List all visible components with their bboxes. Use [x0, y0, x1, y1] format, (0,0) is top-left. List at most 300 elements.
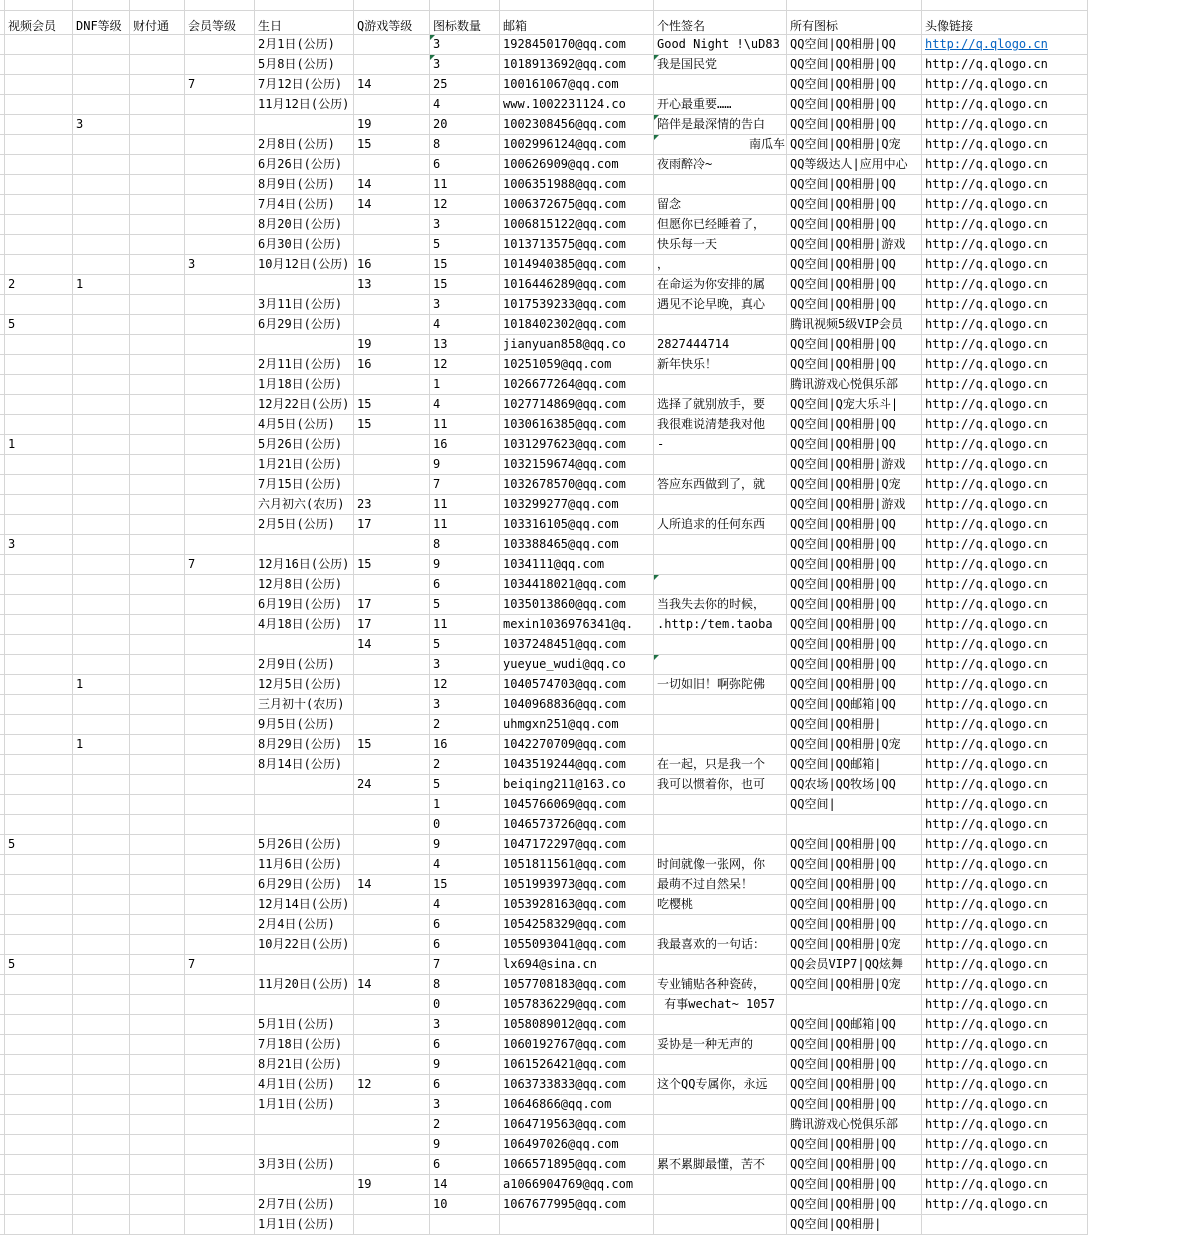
cell-g[interactable]: QQ空间|QQ相册|QQ — [787, 655, 922, 675]
cell-g[interactable]: QQ等级达人|应用中心 — [787, 155, 922, 175]
cell-b[interactable]: 6月19日(公历) — [255, 595, 354, 615]
cell-b[interactable]: 12月5日(公历) — [255, 675, 354, 695]
cell-c[interactable] — [130, 755, 185, 775]
cell-d[interactable] — [73, 55, 130, 75]
cell-b[interactable]: 5月8日(公历) — [255, 55, 354, 75]
cell-v[interactable] — [5, 675, 73, 695]
cell-i[interactable]: 6 — [430, 1035, 500, 1055]
cell-b[interactable] — [255, 535, 354, 555]
cell-m[interactable] — [185, 1035, 255, 1055]
cell-v[interactable] — [5, 295, 73, 315]
cell-b[interactable] — [255, 815, 354, 835]
cell-c[interactable] — [130, 615, 185, 635]
cell-g[interactable]: QQ空间|QQ相册|QQ — [787, 295, 922, 315]
cell-e[interactable]: 1034111@qq.com — [500, 555, 654, 575]
cell-q[interactable] — [354, 855, 430, 875]
cell-i[interactable]: 3 — [430, 295, 500, 315]
cell-l[interactable]: http://q.qlogo.cn — [922, 555, 1088, 575]
cell-v[interactable] — [5, 795, 73, 815]
cell-c[interactable] — [130, 575, 185, 595]
cell-i[interactable]: 6 — [430, 935, 500, 955]
cell-e[interactable]: 1026677264@qq.com — [500, 375, 654, 395]
cell-d[interactable] — [73, 355, 130, 375]
header-cell-c[interactable]: 财付通 — [130, 11, 185, 35]
cell-c[interactable] — [130, 75, 185, 95]
cell-m[interactable]: 3 — [185, 255, 255, 275]
cell-m[interactable] — [185, 455, 255, 475]
cell-m[interactable] — [185, 695, 255, 715]
cell-b[interactable]: 三月初十(农历) — [255, 695, 354, 715]
cell-e[interactable]: 1055093041@qq.com — [500, 935, 654, 955]
cell-c[interactable] — [130, 135, 185, 155]
cell-c[interactable] — [130, 115, 185, 135]
cell-g[interactable]: QQ空间|QQ相册|QQ — [787, 895, 922, 915]
cell-q[interactable]: 14 — [354, 875, 430, 895]
cell-l[interactable]: http://q.qlogo.cn — [922, 1195, 1088, 1215]
cell-m[interactable] — [185, 795, 255, 815]
cell-m[interactable] — [185, 815, 255, 835]
cell-l[interactable]: http://q.qlogo.cn — [922, 955, 1088, 975]
cell-g[interactable]: QQ空间|QQ相册|QQ — [787, 415, 922, 435]
cell-l[interactable]: http://q.qlogo.cn — [922, 1155, 1088, 1175]
cell-l[interactable]: http://q.qlogo.cn — [922, 335, 1088, 355]
cell-q[interactable] — [354, 1115, 430, 1135]
cell-l[interactable]: http://q.qlogo.cn — [922, 835, 1088, 855]
empty-cell[interactable] — [185, 0, 255, 11]
cell-i[interactable]: 20 — [430, 115, 500, 135]
cell-d[interactable] — [73, 175, 130, 195]
cell-g[interactable]: QQ空间|QQ相册|QQ — [787, 1155, 922, 1175]
cell-e[interactable]: 103316105@qq.com — [500, 515, 654, 535]
cell-m[interactable] — [185, 895, 255, 915]
cell-s[interactable]: 遇见不论早晚，真心 — [654, 295, 787, 315]
empty-cell[interactable] — [130, 0, 185, 11]
cell-s[interactable] — [654, 375, 787, 395]
cell-c[interactable] — [130, 455, 185, 475]
empty-cell[interactable] — [787, 0, 922, 11]
cell-q[interactable]: 23 — [354, 495, 430, 515]
cell-m[interactable] — [185, 215, 255, 235]
cell-b[interactable]: 9月5日(公历) — [255, 715, 354, 735]
cell-m[interactable] — [185, 535, 255, 555]
cell-s[interactable] — [654, 1215, 787, 1235]
cell-e[interactable]: 1063733833@qq.com — [500, 1075, 654, 1095]
cell-g[interactable]: QQ空间|QQ相册|QQ — [787, 195, 922, 215]
cell-q[interactable] — [354, 295, 430, 315]
cell-d[interactable] — [73, 395, 130, 415]
cell-g[interactable]: 腾讯游戏心悦俱乐部 — [787, 375, 922, 395]
cell-d[interactable] — [73, 575, 130, 595]
cell-s[interactable]: 我最喜欢的一句话： — [654, 935, 787, 955]
cell-d[interactable] — [73, 1035, 130, 1055]
cell-l[interactable]: http://q.qlogo.cn — [922, 455, 1088, 475]
cell-m[interactable] — [185, 335, 255, 355]
cell-c[interactable] — [130, 995, 185, 1015]
cell-g[interactable]: QQ空间|QQ相册|QQ — [787, 615, 922, 635]
cell-v[interactable] — [5, 175, 73, 195]
cell-g[interactable]: QQ空间|QQ邮箱| — [787, 755, 922, 775]
cell-l[interactable]: http://q.qlogo.cn — [922, 395, 1088, 415]
cell-l[interactable]: http://q.qlogo.cn — [922, 855, 1088, 875]
cell-l[interactable]: http://q.qlogo.cn — [922, 235, 1088, 255]
cell-m[interactable] — [185, 1175, 255, 1195]
cell-d[interactable] — [73, 375, 130, 395]
cell-b[interactable]: 6月26日(公历) — [255, 155, 354, 175]
cell-v[interactable] — [5, 495, 73, 515]
cell-d[interactable] — [73, 1215, 130, 1235]
cell-v[interactable] — [5, 595, 73, 615]
cell-e[interactable]: 1053928163@qq.com — [500, 895, 654, 915]
cell-g[interactable]: QQ空间|QQ相册|QQ — [787, 595, 922, 615]
cell-l[interactable]: http://q.qlogo.cn — [922, 755, 1088, 775]
cell-c[interactable] — [130, 275, 185, 295]
cell-d[interactable] — [73, 75, 130, 95]
cell-m[interactable] — [185, 355, 255, 375]
cell-d[interactable] — [73, 995, 130, 1015]
cell-d[interactable] — [73, 235, 130, 255]
cell-l[interactable] — [922, 35, 1088, 55]
cell-s[interactable] — [654, 955, 787, 975]
cell-c[interactable] — [130, 695, 185, 715]
cell-e[interactable]: beiqing211@163.co — [500, 775, 654, 795]
cell-e[interactable]: 1027714869@qq.com — [500, 395, 654, 415]
cell-e[interactable]: jianyuan858@qq.co — [500, 335, 654, 355]
cell-c[interactable] — [130, 55, 185, 75]
cell-g[interactable]: QQ空间|QQ相册|QQ — [787, 1035, 922, 1055]
cell-c[interactable] — [130, 515, 185, 535]
cell-b[interactable]: 6月29日(公历) — [255, 875, 354, 895]
cell-i[interactable] — [430, 1215, 500, 1235]
cell-v[interactable] — [5, 415, 73, 435]
cell-d[interactable] — [73, 255, 130, 275]
cell-q[interactable] — [354, 675, 430, 695]
cell-s[interactable] — [654, 835, 787, 855]
cell-g[interactable]: QQ空间|QQ相册|QQ — [787, 855, 922, 875]
cell-m[interactable] — [185, 1015, 255, 1035]
cell-d[interactable] — [73, 935, 130, 955]
cell-q[interactable] — [354, 655, 430, 675]
cell-i[interactable]: 0 — [430, 815, 500, 835]
cell-i[interactable]: 8 — [430, 135, 500, 155]
cell-v[interactable] — [5, 395, 73, 415]
cell-i[interactable]: 3 — [430, 55, 500, 75]
cell-i[interactable]: 4 — [430, 855, 500, 875]
cell-q[interactable] — [354, 535, 430, 555]
cell-i[interactable]: 6 — [430, 915, 500, 935]
cell-b[interactable]: 6月29日(公历) — [255, 315, 354, 335]
cell-g[interactable]: QQ空间|QQ邮箱|QQ — [787, 695, 922, 715]
cell-c[interactable] — [130, 1075, 185, 1095]
cell-s[interactable]: ， — [654, 255, 787, 275]
cell-g[interactable]: QQ空间|QQ相册|QQ — [787, 555, 922, 575]
cell-d[interactable] — [73, 795, 130, 815]
cell-i[interactable]: 16 — [430, 735, 500, 755]
cell-d[interactable] — [73, 315, 130, 335]
cell-i[interactable]: 1 — [430, 375, 500, 395]
cell-s[interactable]: 选择了就别放手，要 — [654, 395, 787, 415]
header-cell-m[interactable]: 会员等级 — [185, 11, 255, 35]
cell-i[interactable]: 2 — [430, 715, 500, 735]
cell-b[interactable]: 8月20日(公历) — [255, 215, 354, 235]
cell-q[interactable] — [354, 95, 430, 115]
cell-b[interactable]: 12月14日(公历) — [255, 895, 354, 915]
cell-q[interactable] — [354, 435, 430, 455]
cell-l[interactable]: http://q.qlogo.cn — [922, 115, 1088, 135]
cell-d[interactable] — [73, 1015, 130, 1035]
cell-l[interactable]: http://q.qlogo.cn — [922, 375, 1088, 395]
cell-v[interactable] — [5, 1095, 73, 1115]
cell-b[interactable] — [255, 1115, 354, 1135]
cell-b[interactable]: 2月7日(公历) — [255, 1195, 354, 1215]
cell-m[interactable] — [185, 635, 255, 655]
cell-i[interactable]: 3 — [430, 215, 500, 235]
cell-s[interactable] — [654, 1015, 787, 1035]
cell-b[interactable]: 7月12日(公历) — [255, 75, 354, 95]
cell-g[interactable] — [787, 995, 922, 1015]
cell-i[interactable]: 7 — [430, 475, 500, 495]
cell-s[interactable] — [654, 175, 787, 195]
cell-m[interactable]: 7 — [185, 75, 255, 95]
cell-i[interactable]: 15 — [430, 255, 500, 275]
cell-l[interactable]: http://q.qlogo.cn — [922, 595, 1088, 615]
cell-v[interactable] — [5, 95, 73, 115]
cell-l[interactable]: http://q.qlogo.cn — [922, 435, 1088, 455]
cell-b[interactable]: 10月22日(公历) — [255, 935, 354, 955]
cell-g[interactable]: QQ空间|QQ相册|QQ — [787, 355, 922, 375]
cell-d[interactable] — [73, 1195, 130, 1215]
cell-l[interactable]: http://q.qlogo.cn — [922, 255, 1088, 275]
header-cell-d[interactable]: DNF等级 — [73, 11, 130, 35]
cell-m[interactable] — [185, 55, 255, 75]
cell-q[interactable]: 16 — [354, 255, 430, 275]
cell-i[interactable]: 9 — [430, 1055, 500, 1075]
cell-c[interactable] — [130, 355, 185, 375]
cell-v[interactable] — [5, 895, 73, 915]
cell-v[interactable] — [5, 1175, 73, 1195]
cell-s[interactable]: 答应东西做到了，就 — [654, 475, 787, 495]
cell-e[interactable]: 10646866@qq.com — [500, 1095, 654, 1115]
empty-cell[interactable] — [430, 0, 500, 11]
cell-v[interactable] — [5, 1195, 73, 1215]
cell-m[interactable] — [185, 115, 255, 135]
cell-l[interactable]: http://q.qlogo.cn — [922, 635, 1088, 655]
cell-v[interactable] — [5, 1035, 73, 1055]
header-cell-s[interactable]: 个性签名 — [654, 11, 787, 35]
cell-d[interactable]: 1 — [73, 275, 130, 295]
cell-s[interactable]: 新年快乐！ — [654, 355, 787, 375]
cell-v[interactable] — [5, 775, 73, 795]
cell-v[interactable] — [5, 815, 73, 835]
cell-e[interactable] — [500, 1215, 654, 1235]
cell-c[interactable] — [130, 175, 185, 195]
cell-s[interactable]: 快乐每一天 — [654, 235, 787, 255]
cell-b[interactable]: 11月6日(公历) — [255, 855, 354, 875]
cell-l[interactable]: http://q.qlogo.cn — [922, 535, 1088, 555]
cell-g[interactable]: QQ会员VIP7|QQ炫舞 — [787, 955, 922, 975]
cell-c[interactable] — [130, 835, 185, 855]
cell-c[interactable] — [130, 975, 185, 995]
cell-c[interactable] — [130, 895, 185, 915]
cell-v[interactable] — [5, 255, 73, 275]
cell-e[interactable]: 1018913692@qq.com — [500, 55, 654, 75]
cell-i[interactable]: 9 — [430, 1135, 500, 1155]
cell-g[interactable] — [787, 815, 922, 835]
cell-g[interactable]: QQ空间|QQ相册|QQ — [787, 1175, 922, 1195]
cell-g[interactable]: QQ空间|QQ相册|游戏 — [787, 455, 922, 475]
cell-e[interactable]: 1002308456@qq.com — [500, 115, 654, 135]
cell-b[interactable]: 12月16日(公历) — [255, 555, 354, 575]
cell-e[interactable]: 1034418021@qq.com — [500, 575, 654, 595]
cell-c[interactable] — [130, 1055, 185, 1075]
cell-l[interactable]: http://q.qlogo.cn — [922, 415, 1088, 435]
cell-b[interactable] — [255, 995, 354, 1015]
cell-d[interactable] — [73, 1175, 130, 1195]
cell-d[interactable] — [73, 915, 130, 935]
cell-e[interactable]: lx694@sina.cn — [500, 955, 654, 975]
cell-e[interactable]: 1066571895@qq.com — [500, 1155, 654, 1175]
cell-i[interactable]: 3 — [430, 1015, 500, 1035]
cell-i[interactable]: 8 — [430, 975, 500, 995]
cell-i[interactable]: 9 — [430, 455, 500, 475]
cell-v[interactable] — [5, 195, 73, 215]
cell-m[interactable] — [185, 675, 255, 695]
cell-q[interactable] — [354, 995, 430, 1015]
cell-i[interactable]: 12 — [430, 675, 500, 695]
cell-d[interactable] — [73, 835, 130, 855]
cell-c[interactable] — [130, 555, 185, 575]
cell-s[interactable]: 开心最重要…… — [654, 95, 787, 115]
cell-b[interactable]: 4月18日(公历) — [255, 615, 354, 635]
cell-b[interactable]: 10月12日(公历) — [255, 255, 354, 275]
cell-e[interactable]: 1061526421@qq.com — [500, 1055, 654, 1075]
cell-m[interactable] — [185, 915, 255, 935]
cell-c[interactable] — [130, 435, 185, 455]
cell-c[interactable] — [130, 255, 185, 275]
cell-d[interactable] — [73, 215, 130, 235]
cell-s[interactable] — [654, 735, 787, 755]
cell-s[interactable] — [654, 815, 787, 835]
cell-q[interactable] — [354, 375, 430, 395]
cell-e[interactable]: 10251059@qq.com — [500, 355, 654, 375]
empty-cell[interactable] — [255, 0, 354, 11]
cell-v[interactable] — [5, 715, 73, 735]
cell-q[interactable] — [354, 1195, 430, 1215]
cell-c[interactable] — [130, 635, 185, 655]
cell-q[interactable]: 19 — [354, 335, 430, 355]
cell-q[interactable] — [354, 215, 430, 235]
cell-m[interactable] — [185, 1075, 255, 1095]
cell-l[interactable]: http://q.qlogo.cn — [922, 1055, 1088, 1075]
cell-d[interactable] — [73, 95, 130, 115]
cell-m[interactable] — [185, 835, 255, 855]
cell-q[interactable]: 15 — [354, 555, 430, 575]
cell-c[interactable] — [130, 955, 185, 975]
cell-g[interactable]: QQ空间|QQ相册|QQ — [787, 255, 922, 275]
cell-q[interactable]: 15 — [354, 135, 430, 155]
cell-d[interactable] — [73, 815, 130, 835]
cell-v[interactable]: 5 — [5, 315, 73, 335]
cell-e[interactable]: 1051993973@qq.com — [500, 875, 654, 895]
cell-m[interactable] — [185, 775, 255, 795]
cell-c[interactable] — [130, 295, 185, 315]
cell-l[interactable]: http://q.qlogo.cn — [922, 475, 1088, 495]
cell-q[interactable] — [354, 1095, 430, 1115]
cell-c[interactable] — [130, 1135, 185, 1155]
cell-e[interactable]: 1006372675@qq.com — [500, 195, 654, 215]
cell-q[interactable]: 16 — [354, 355, 430, 375]
cell-i[interactable]: 13 — [430, 335, 500, 355]
cell-i[interactable]: 5 — [430, 235, 500, 255]
cell-v[interactable] — [5, 235, 73, 255]
cell-g[interactable]: QQ空间| — [787, 795, 922, 815]
cell-s[interactable] — [654, 1195, 787, 1215]
cell-v[interactable] — [5, 875, 73, 895]
header-cell-q[interactable]: Q游戏等级 — [354, 11, 430, 35]
cell-i[interactable]: 12 — [430, 355, 500, 375]
cell-d[interactable] — [73, 555, 130, 575]
cell-m[interactable] — [185, 155, 255, 175]
cell-s[interactable] — [654, 575, 787, 595]
header-cell-i[interactable]: 图标数量 — [430, 11, 500, 35]
cell-g[interactable]: QQ空间|QQ相册|QQ — [787, 675, 922, 695]
cell-c[interactable] — [130, 1155, 185, 1175]
cell-b[interactable]: 3月11日(公历) — [255, 295, 354, 315]
cell-b[interactable]: 4月5日(公历) — [255, 415, 354, 435]
cell-v[interactable]: 5 — [5, 835, 73, 855]
cell-q[interactable]: 17 — [354, 595, 430, 615]
cell-d[interactable] — [73, 295, 130, 315]
cell-v[interactable] — [5, 975, 73, 995]
cell-b[interactable]: 六月初六(农历) — [255, 495, 354, 515]
cell-m[interactable] — [185, 515, 255, 535]
header-cell-g[interactable]: 所有图标 — [787, 11, 922, 35]
cell-s[interactable]: Good Night !\uD83 — [654, 35, 787, 55]
cell-q[interactable] — [354, 795, 430, 815]
cell-d[interactable] — [73, 1075, 130, 1095]
cell-q[interactable] — [354, 155, 430, 175]
cell-d[interactable] — [73, 335, 130, 355]
cell-l[interactable]: http://q.qlogo.cn — [922, 95, 1088, 115]
cell-i[interactable]: 1 — [430, 795, 500, 815]
cell-b[interactable] — [255, 955, 354, 975]
cell-i[interactable]: 14 — [430, 1175, 500, 1195]
cell-l[interactable]: http://q.qlogo.cn — [922, 895, 1088, 915]
cell-g[interactable]: QQ空间|QQ相册|Q宠 — [787, 135, 922, 155]
cell-l[interactable]: http://q.qlogo.cn — [922, 995, 1088, 1015]
cell-g[interactable]: QQ空间|QQ相册|QQ — [787, 275, 922, 295]
cell-i[interactable]: 4 — [430, 315, 500, 335]
cell-q[interactable] — [354, 455, 430, 475]
cell-q[interactable]: 15 — [354, 415, 430, 435]
cell-g[interactable]: QQ空间|QQ相册|QQ — [787, 335, 922, 355]
cell-q[interactable]: 15 — [354, 395, 430, 415]
cell-b[interactable]: 4月1日(公历) — [255, 1075, 354, 1095]
cell-b[interactable]: 11月12日(公历) — [255, 95, 354, 115]
cell-i[interactable]: 11 — [430, 175, 500, 195]
cell-v[interactable]: 3 — [5, 535, 73, 555]
cell-c[interactable] — [130, 715, 185, 735]
cell-m[interactable] — [185, 295, 255, 315]
cell-g[interactable]: QQ空间|QQ相册|Q宠 — [787, 475, 922, 495]
cell-i[interactable]: 5 — [430, 595, 500, 615]
cell-v[interactable] — [5, 615, 73, 635]
cell-i[interactable]: 3 — [430, 1095, 500, 1115]
cell-s[interactable] — [654, 455, 787, 475]
cell-c[interactable] — [130, 675, 185, 695]
cell-e[interactable]: 1040574703@qq.com — [500, 675, 654, 695]
cell-l[interactable]: http://q.qlogo.cn — [922, 815, 1088, 835]
cell-d[interactable] — [73, 655, 130, 675]
